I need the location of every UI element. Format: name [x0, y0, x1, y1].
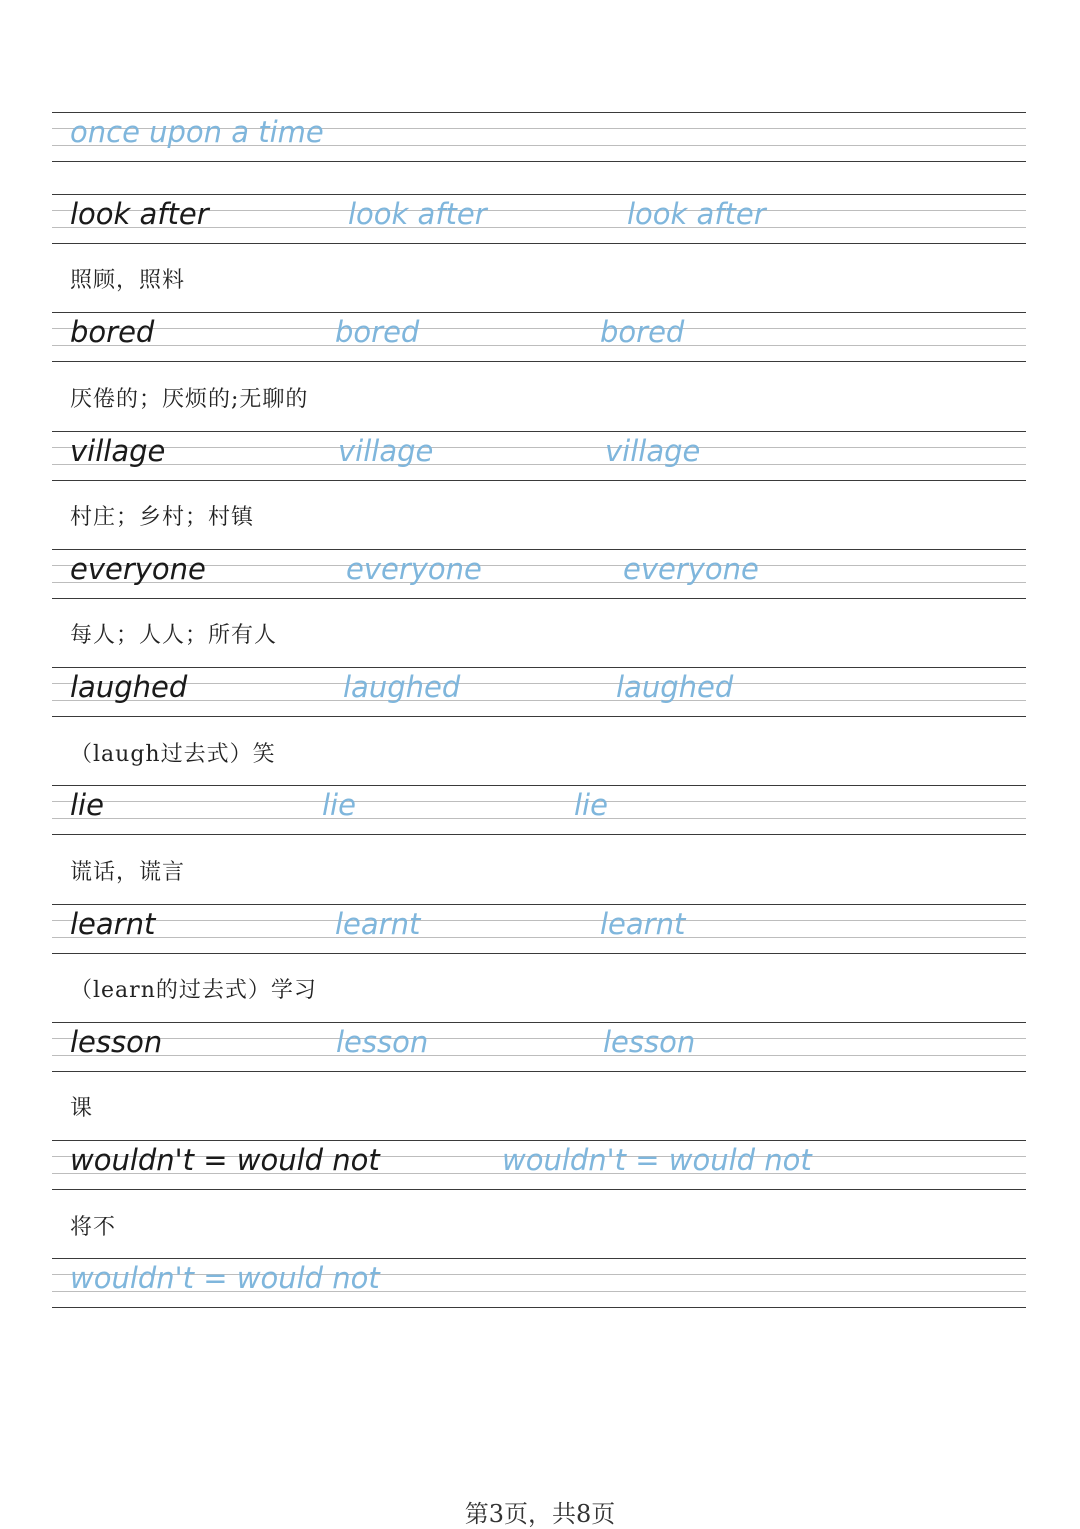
rule-line	[52, 447, 1026, 448]
trace-word: look after	[627, 197, 766, 231]
rule-line	[52, 1071, 1026, 1072]
vocab-word: bored	[70, 315, 155, 349]
trace-word: wouldn't = would not	[502, 1143, 812, 1177]
rule-line	[52, 1189, 1026, 1190]
rule-line	[52, 716, 1026, 717]
word-meaning: （learn的过去式）学习	[70, 978, 317, 1003]
page-number: 第3页，共8页	[464, 1500, 616, 1528]
writing-band-9	[52, 1140, 1026, 1190]
writing-band-8	[52, 1022, 1026, 1072]
writing-band-4	[52, 549, 1026, 599]
rule-line	[52, 953, 1026, 954]
rule-line	[52, 920, 1026, 921]
writing-band-0	[52, 112, 1026, 162]
word-meaning: 厌倦的；厌烦的;无聊的	[70, 387, 309, 412]
writing-band-5	[52, 667, 1026, 717]
rule-line	[52, 598, 1026, 599]
vocab-word: lesson	[70, 1025, 163, 1059]
rule-line	[52, 1055, 1026, 1056]
rule-line	[52, 801, 1026, 802]
rule-line	[52, 904, 1026, 905]
rule-line	[52, 243, 1026, 244]
word-meaning: 谎话，谎言	[70, 860, 186, 885]
practice-word: once upon a time	[70, 115, 324, 149]
rule-line	[52, 312, 1026, 313]
word-meaning: 村庄；乡村；村镇	[70, 505, 255, 530]
rule-line	[52, 1258, 1026, 1259]
writing-band-3	[52, 431, 1026, 481]
trace-word: lie	[574, 788, 608, 822]
writing-band-7	[52, 904, 1026, 954]
vocab-word: wouldn't = would not	[70, 1143, 380, 1177]
trace-word: bored	[600, 315, 685, 349]
rule-line	[52, 431, 1026, 432]
writing-band-2	[52, 312, 1026, 362]
rule-line	[52, 328, 1026, 329]
rule-line	[52, 1022, 1026, 1023]
rule-line	[52, 480, 1026, 481]
word-meaning: 课	[70, 1096, 94, 1121]
vocab-word: village	[70, 434, 166, 468]
vocab-word: look after	[70, 197, 209, 231]
vocab-word: everyone	[70, 552, 206, 586]
rule-line	[52, 834, 1026, 835]
rule-line	[52, 194, 1026, 195]
rule-line	[52, 1140, 1026, 1141]
trace-word: lesson	[603, 1025, 696, 1059]
rule-line	[52, 361, 1026, 362]
trace-word: learnt	[600, 907, 686, 941]
trace-word: learnt	[335, 907, 421, 941]
rule-line	[52, 785, 1026, 786]
rule-line	[52, 112, 1026, 113]
vocab-word: laughed	[70, 670, 188, 704]
rule-line	[52, 345, 1026, 346]
word-meaning: （laugh过去式）笑	[70, 742, 276, 767]
practice-word: wouldn't = would not	[70, 1261, 380, 1295]
rule-line	[52, 1307, 1026, 1308]
trace-word: lesson	[336, 1025, 429, 1059]
word-meaning: 每人；人人；所有人	[70, 623, 278, 648]
word-meaning: 照顾，照料	[70, 268, 186, 293]
trace-word: village	[605, 434, 701, 468]
trace-word: everyone	[346, 552, 482, 586]
trace-word: laughed	[343, 670, 461, 704]
rule-line	[52, 700, 1026, 701]
rule-line	[52, 549, 1026, 550]
rule-line	[52, 667, 1026, 668]
trace-word: everyone	[623, 552, 759, 586]
rule-line	[52, 818, 1026, 819]
rule-line	[52, 937, 1026, 938]
rule-line	[52, 1038, 1026, 1039]
word-meaning: 将不	[70, 1215, 117, 1240]
rule-line	[52, 161, 1026, 162]
writing-band-1	[52, 194, 1026, 244]
vocab-word: lie	[70, 788, 104, 822]
trace-word: laughed	[616, 670, 734, 704]
rule-line	[52, 683, 1026, 684]
writing-band-6	[52, 785, 1026, 835]
trace-word: village	[338, 434, 434, 468]
trace-word: lie	[322, 788, 356, 822]
rule-line	[52, 464, 1026, 465]
trace-word: look after	[348, 197, 487, 231]
vocab-word: learnt	[70, 907, 156, 941]
writing-band-10	[52, 1258, 1026, 1308]
trace-word: bored	[335, 315, 420, 349]
